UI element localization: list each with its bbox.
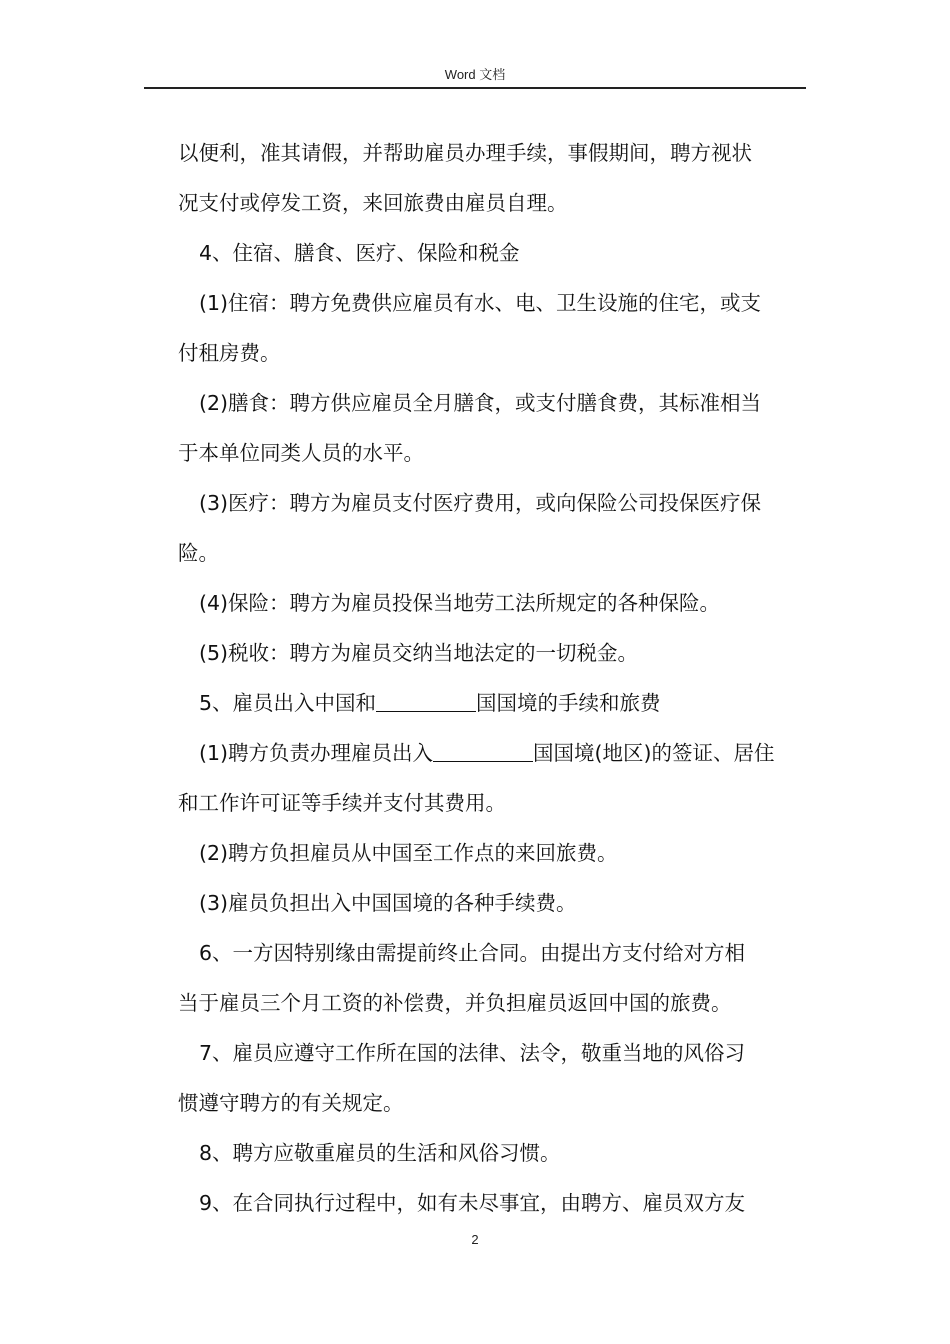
body-line [178, 728, 808, 778]
body-line: 和工作许可证等手续并支付其费用。 [178, 791, 506, 815]
line-text-before-blank: 5、雇员出入中国和 [199, 691, 377, 715]
body-line: (2)膳食：聘方供应雇员全月膳食，或支付膳食费，其标准相当 [199, 391, 762, 415]
body-line: 惯遵守聘方的有关规定。 [178, 1091, 404, 1115]
body-line: 以便利，准其请假，并帮助雇员办理手续，事假期间，聘方视状 [178, 141, 752, 165]
document-header: Word 文档 [444, 67, 506, 82]
page-number: 2 [471, 1232, 479, 1247]
fill-in-blank [376, 691, 476, 712]
body-line: 险。 [178, 541, 219, 565]
section-heading: 7、雇员应遵守工作所在国的法律、法令，敬重当地的风俗习 [199, 1041, 746, 1065]
body-line: 于本单位同类人员的水平。 [178, 441, 424, 465]
fill-in-blank [433, 741, 533, 762]
body-line: 付租房费。 [178, 341, 281, 365]
body-line: (2)聘方负担雇员从中国至工作点的来回旅费。 [199, 841, 618, 865]
body-line: (3)雇员负担出入中国国境的各种手续费。 [199, 891, 577, 915]
line-text-after-blank: 国国境的手续和旅费 [476, 691, 661, 715]
body-line: (5)税收：聘方为雇员交纳当地法定的一切税金。 [199, 641, 639, 665]
body-line: (3)医疗：聘方为雇员支付医疗费用，或向保险公司投保医疗保 [199, 491, 762, 515]
line-text-after-blank: 国国境(地区)的签证、居住 [533, 741, 775, 765]
body-line: 当于雇员三个月工资的补偿费，并负担雇员返回中国的旅费。 [178, 991, 732, 1015]
body-line: (1)住宿：聘方免费供应雇员有水、电、卫生设施的住宅，或支 [199, 291, 762, 315]
header-divider [144, 87, 806, 89]
body-line: (4)保险：聘方为雇员投保当地劳工法所规定的各种保险。 [199, 591, 721, 615]
line-text-before-blank: (1)聘方负责办理雇员出入 [199, 741, 434, 765]
section-heading: 6、一方因特别缘由需提前终止合同。由提出方支付给对方相 [199, 941, 746, 965]
body-line: 况支付或停发工资，来回旅费由雇员自理。 [178, 191, 568, 215]
section-heading: 4、住宿、膳食、医疗、保险和税金 [199, 241, 520, 265]
section-heading [178, 678, 808, 728]
document-body [178, 128, 808, 1228]
section-heading: 9、在合同执行过程中，如有未尽事宜，由聘方、雇员双方友 [199, 1191, 746, 1215]
section-heading: 8、聘方应敬重雇员的生活和风俗习惯。 [199, 1141, 561, 1165]
